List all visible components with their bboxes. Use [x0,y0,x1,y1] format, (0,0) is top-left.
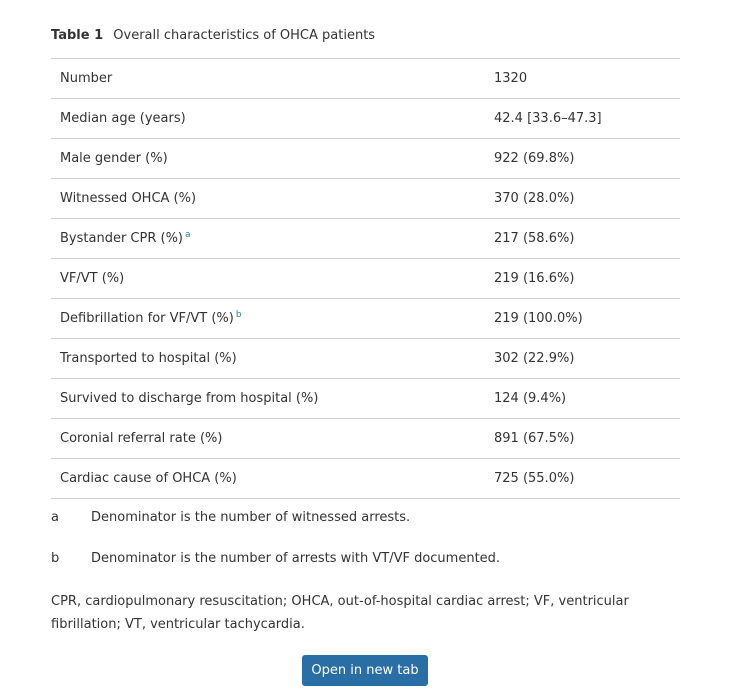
row-value: 42.4 [33.6–47.3] [494,111,602,126]
row-value: 1320 [494,71,528,86]
table-row [51,459,680,499]
row-value: 217 (58.6%) [494,231,575,246]
footnote-key: a [51,510,59,525]
row-label: Transported to hospital (%) [60,351,237,366]
row-label: Number [60,71,113,86]
footnote-link-b[interactable]: b [235,309,242,320]
footnote-a [51,509,410,527]
footnote-key: b [51,551,60,566]
table-row [51,59,680,99]
row-value: 922 (69.8%) [494,151,575,166]
footnote-b [51,550,500,568]
table-row [51,139,680,179]
row-value: 219 (100.0%) [494,311,583,326]
table-row [51,179,680,219]
table-row [51,99,680,139]
row-label: Bystander CPR (%) $^a$ [60,229,191,246]
table-row [51,419,680,459]
characteristics-table [51,58,680,499]
table-caption-label: Table 1 [51,28,104,43]
footnote-link-a[interactable]: a [185,229,191,240]
row-label: Witnessed OHCA (%) [60,191,197,206]
row-label: Defibrillation for VF/VT (%) $^b$ [60,309,242,326]
open-in-new-tab-button[interactable]: Open in new tab [302,655,428,686]
abbreviations-note: CPR, cardiopulmonary resuscitation; OHCA, out-of-hospital cardiac arrest; VF, ventricular fibrillation; VT, ventricular tachycardia. [51,594,629,632]
row-value: 370 (28.0%) [494,191,575,206]
row-value: 891 (67.5%) [494,431,575,446]
row-label: VF/VT (%) [60,271,125,286]
row-label: Cardiac cause of OHCA (%) [60,471,237,486]
row-value: 725 (55.0%) [494,471,575,486]
table-row [51,299,680,339]
table-row [51,259,680,299]
row-value: 302 (22.9%) [494,351,575,366]
row-label: Coronial referral rate (%) [60,431,223,446]
row-label: Male gender (%) [60,151,168,166]
table-row [51,219,680,259]
footnote-text: Denominator is the number of witnessed arrests. [91,510,411,525]
row-label: Survived to discharge from hospital (%) [60,391,319,406]
table-caption-title: Overall characteristics of OHCA patients [113,28,376,43]
footnote-text: Denominator is the number of arrests with VT/VF documented. [91,551,501,566]
row-value: 219 (16.6%) [494,271,575,286]
table-row [51,339,680,379]
row-label: Median age (years) [60,111,186,126]
table-caption [51,27,375,45]
table-row [51,379,680,419]
row-value: 124 (9.4%) [494,391,567,406]
